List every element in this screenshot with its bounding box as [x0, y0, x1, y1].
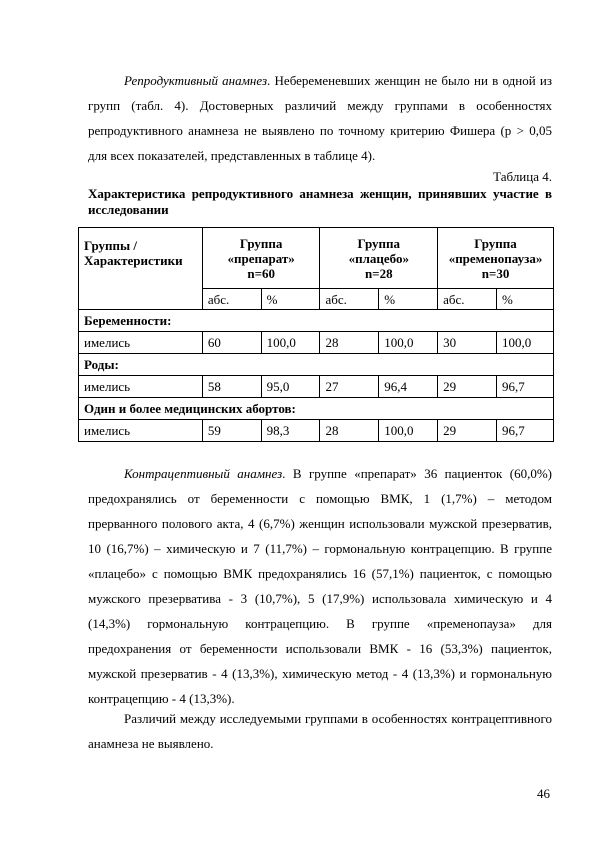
table-cell: 95,0: [261, 376, 320, 398]
table-cell: 30: [438, 332, 497, 354]
header-group-placebo: Группа «плацебо» n=28: [320, 228, 438, 289]
table-cell: 29: [438, 376, 497, 398]
table-section-row: [79, 354, 554, 376]
subheader-pct: %: [379, 289, 438, 310]
contraceptive-history-text: . В группе «препарат» 36 пациенток (60,0%) предохранялись от беременности с помощью ВМК, 1 (1,7%) – методом прерванного полового акта, 4 (6,7%) женщин использовали мужской презерватив, 10 (16,7%) – химическую и 7 (11,7%) – гормональную контрацепцию. В группе «плацебо» с помощью ВМК предохранялись 16 (57,1%) пациенток, с помощью мужского презерватива - 3 (10,7%), 5 (17,9%) использовала химическую и 4 (14,3%) гормональную контрацепцию. В группе «пременопауза» для предохранения от беременности использовали ВМК - 16 (53,3%) пациенток, мужской презерватив - 4 (13,3%), химическую метод - 4 (13,3%) и гормональную контрацепцию - 4 (13,3%).: [88, 466, 553, 706]
table-title: Характеристика репродуктивного анамнеза женщин, принявших участие в исследовании: [88, 186, 552, 217]
header-group-premenopause: Группа «пременопауза» n=30: [438, 228, 554, 289]
subheader-abs: абс.: [202, 289, 261, 310]
conclusion-text: Различий между исследуемыми группами в особенностях контрацептивного анамнеза не выявлено.: [88, 711, 552, 751]
table-section-row: [79, 310, 554, 332]
table-cell: 28: [320, 420, 379, 442]
contraceptive-history-title: Контрацептивный анамнез: [124, 466, 283, 481]
table-cell: 60: [202, 332, 261, 354]
subheader-pct: %: [261, 289, 320, 310]
section-title-births: Роды:: [79, 354, 554, 376]
page-number: 46: [537, 786, 550, 801]
table-cell: 28: [320, 332, 379, 354]
table-row: [79, 420, 554, 442]
table-cell: 59: [202, 420, 261, 442]
row-label: имелись: [79, 420, 203, 442]
table-cell: 27: [320, 376, 379, 398]
table-cell: 100,0: [379, 332, 438, 354]
reproductive-history-title: Репродуктивный анамнез: [124, 73, 268, 88]
table-cell: 96,4: [379, 376, 438, 398]
row-label: имелись: [79, 376, 203, 398]
row-label: имелись: [79, 332, 203, 354]
table-cell: 96,7: [496, 420, 553, 442]
table-cell: 96,7: [496, 376, 553, 398]
section-title-abortions: Один и более медицинских абортов:: [79, 398, 554, 420]
reproductive-history-table: [78, 227, 554, 442]
subheader-pct: %: [496, 289, 553, 310]
table-header-row: [79, 228, 554, 289]
table-cell: 29: [438, 420, 497, 442]
section-title-pregnancies: Беременности:: [79, 310, 554, 332]
table-row: [79, 332, 554, 354]
table-cell: 100,0: [496, 332, 553, 354]
subheader-abs: абс.: [438, 289, 497, 310]
subheader-abs: абс.: [320, 289, 379, 310]
reproductive-history-text: . Небеременевших женщин не было ни в одной из групп (табл. 4). Достоверных различий между группами в особенностях репродуктивного анамнеза не выявлено по точному критерию Фишера (p > 0,05 для всех показателей, представленных в таблице 4).: [88, 73, 552, 163]
table-cell: 100,0: [261, 332, 320, 354]
table-row: [79, 376, 554, 398]
table-cell: 58: [202, 376, 261, 398]
table-section-row: [79, 398, 554, 420]
reproductive-history-paragraph: [88, 68, 552, 168]
conclusion-paragraph: [88, 706, 552, 756]
header-groups-characteristics: Группы / Характеристики: [79, 228, 203, 310]
contraceptive-history-paragraph: [88, 461, 552, 711]
table-cell: 98,3: [261, 420, 320, 442]
table-cell: 100,0: [379, 420, 438, 442]
header-group-drug: Группа «препарат» n=60: [202, 228, 320, 289]
table-label: Таблица 4.: [493, 169, 552, 184]
